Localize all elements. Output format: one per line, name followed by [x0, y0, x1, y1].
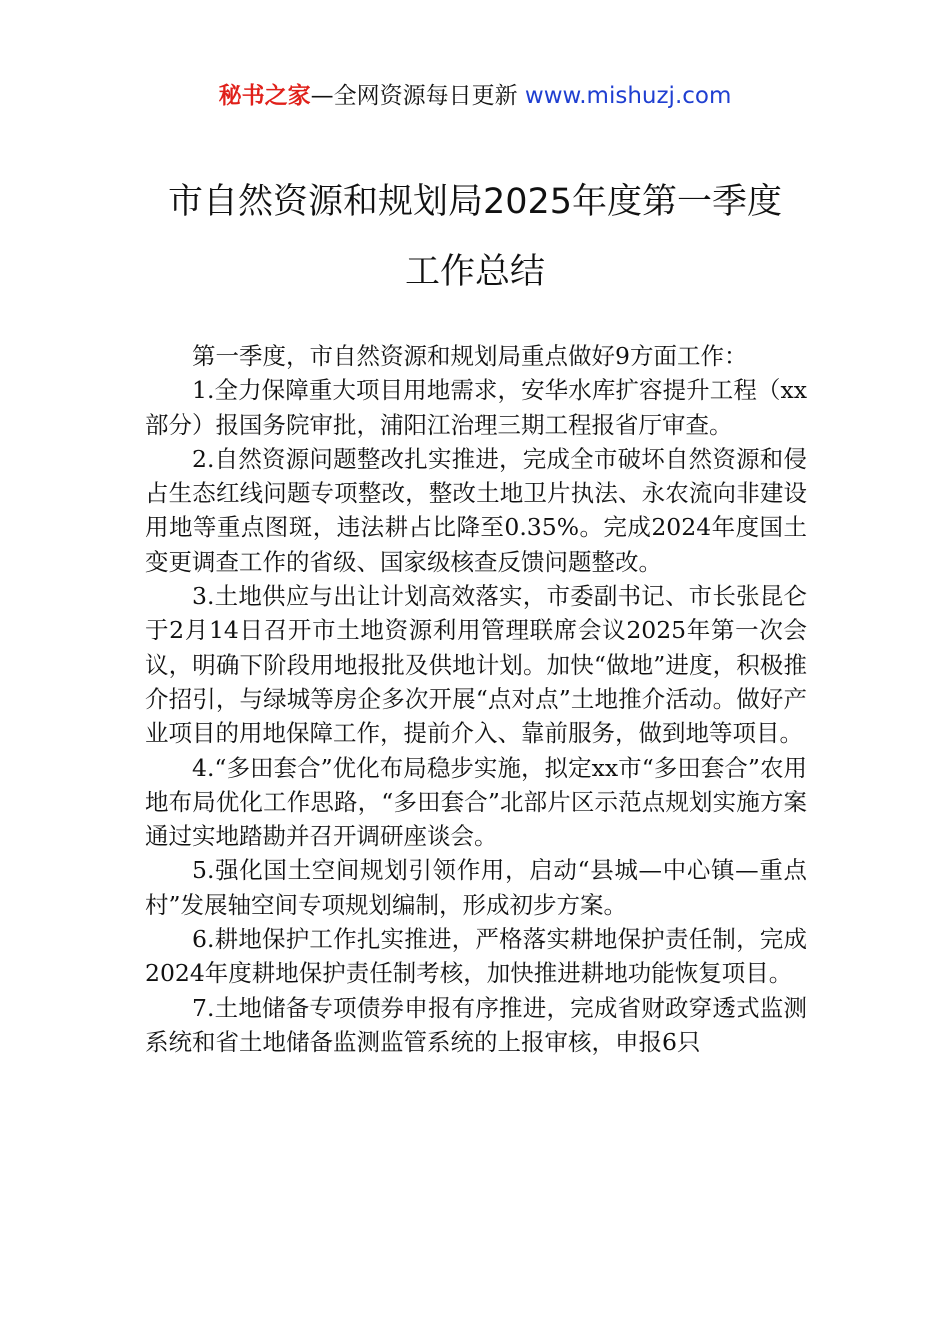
- paragraph-item-6: 6.耕地保护工作扎实推进，严格落实耕地保护责任制，完成2024年度耕地保护责任制考核，加快推进耕地功能恢复项目。: [145, 925, 807, 988]
- paragraph-item-1: 1.全力保障重大项目用地需求，安华水库扩容提升工程（xx部分）报国务院审批，浦阳江治理三期工程报省厅审查。: [145, 376, 807, 439]
- document-title-line-2: 工作总结: [404, 252, 545, 292]
- header-tagline: —全网资源每日更新: [310, 83, 525, 109]
- brand-name: 秘书之家: [218, 83, 311, 109]
- document-title-line-1: 市自然资源和规划局2025年度第一季度: [167, 182, 783, 222]
- paragraph-item-7: 7.土地储备专项债券申报有序推进，完成省财政穿透式监测系统和省土地储备监测监管系统的上报审核，申报6只: [145, 993, 807, 1056]
- document-body: [145, 339, 807, 1059]
- site-url-link[interactable]: www.mishuzj.com: [524, 83, 732, 109]
- paragraph-item-2: 2.自然资源问题整改扎实推进，完成全市破坏自然资源和侵占生态红线问题专项整改，整改土地卫片执法、永农流向非建设用地等重点图斑，违法耕占比降至0.35%。完成2024年度国土变更调查工作的省级、国家级核查反馈问题整改。: [145, 444, 807, 576]
- paragraph-item-5: 5.强化国土空间规划引领作用，启动“县城—中心镇—重点村”发展轴空间专项规划编制，形成初步方案。: [145, 856, 807, 919]
- paragraph-item-3: 3.土地供应与出让计划高效落实，市委副书记、市长张昆仑于2月14日召开市土地资源利用管理联席会议2025年第一次会议，明确下阶段用地报批及供地计划。加快“做地”进度，积极推介招引，与绿城等房企多次开展“点对点”土地推介活动。做好产业项目的用地保障工作，提前介入、靠前服务，做到地等项目。: [145, 582, 807, 748]
- site-header: [0, 80, 950, 112]
- paragraph-item-4: 4.“多田套合”优化布局稳步实施，拟定xx市“多田套合”农用地布局优化工作思路，“多田套合”北部片区示范点规划实施方案通过实地踏勘并召开调研座谈会。: [145, 753, 807, 851]
- intro-paragraph: 第一季度，市自然资源和规划局重点做好9方面工作：: [192, 342, 748, 370]
